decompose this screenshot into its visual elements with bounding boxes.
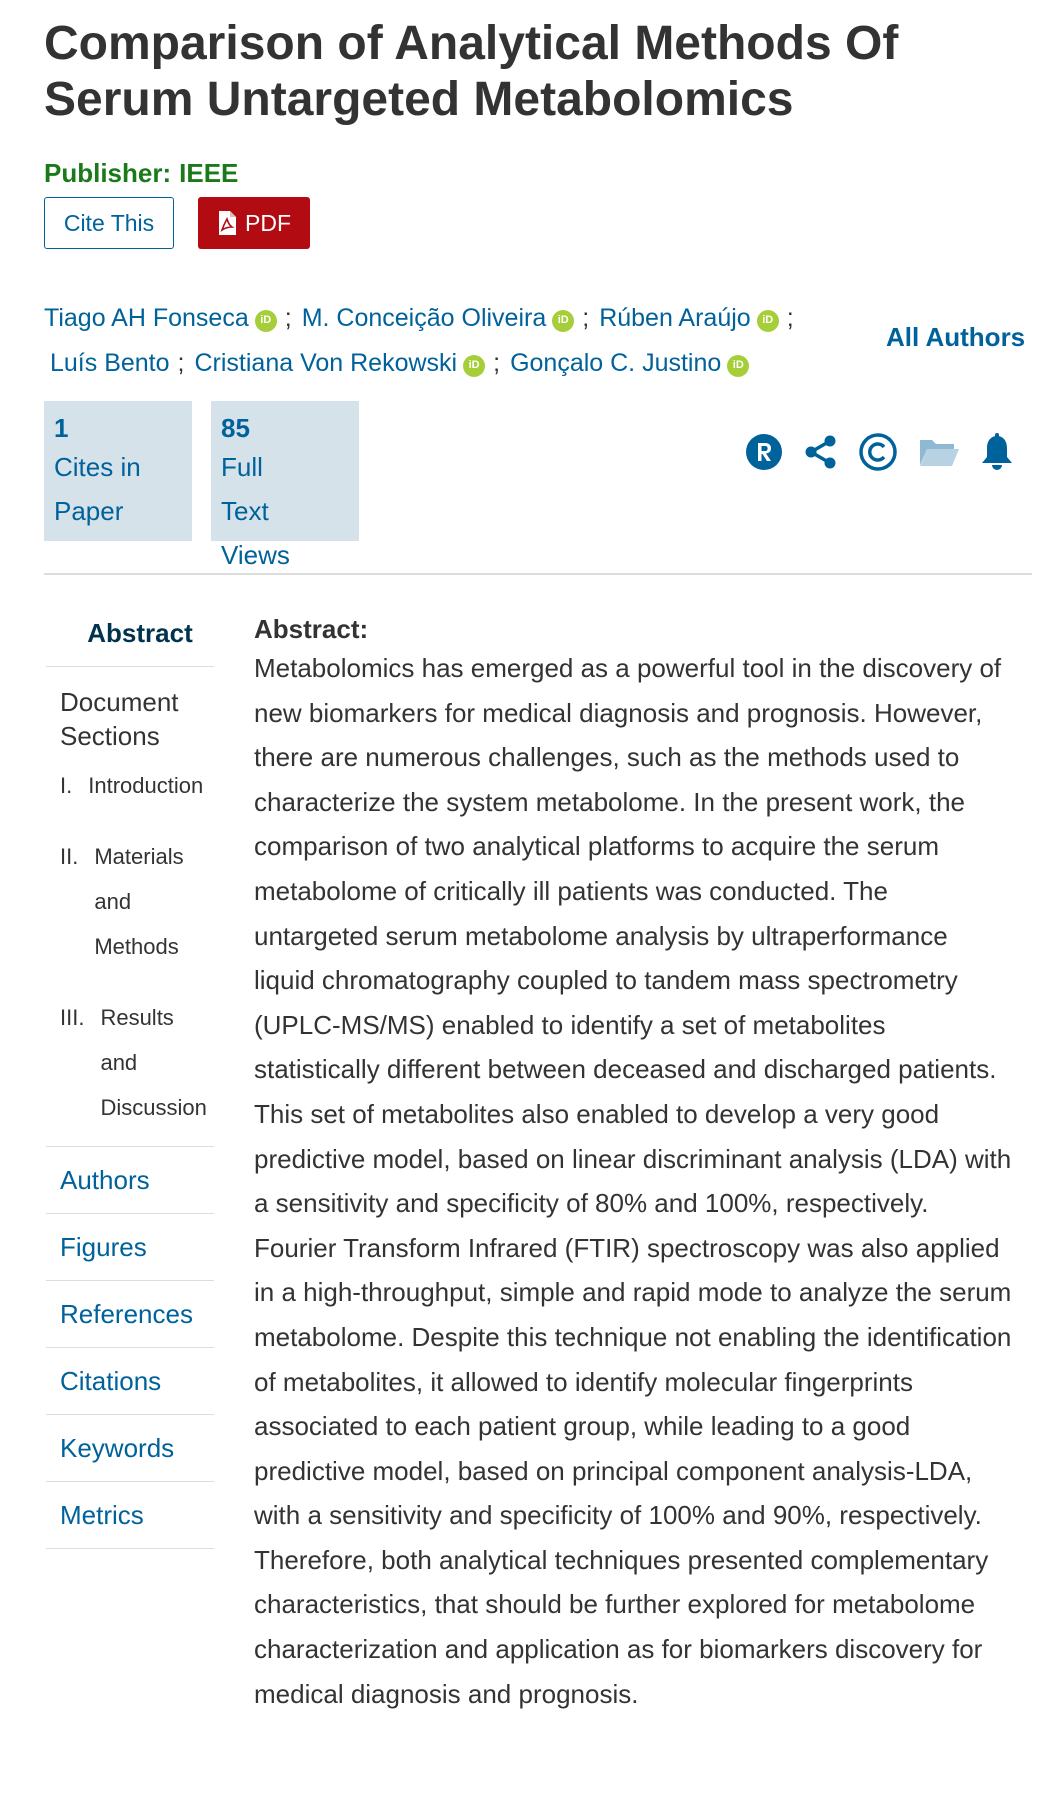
cite-this-button[interactable] (44, 197, 174, 249)
section-numeral: III. (60, 1005, 85, 1030)
cites-in-paper-metric[interactable] (44, 401, 192, 541)
publisher-label: Publisher: (44, 158, 172, 188)
sidebar-section-results-discussion[interactable] (46, 995, 207, 1130)
metric-label-line1: Full (221, 452, 263, 482)
publisher-value: IEEE (179, 158, 239, 188)
author-separator: ; (493, 349, 501, 377)
abstract-section (254, 612, 1014, 1716)
sidebar-item-figures[interactable]: Figures (46, 1213, 214, 1280)
sidebar-item-references[interactable]: References (46, 1280, 214, 1347)
author-link[interactable]: Cristiana Von Rekowski (194, 349, 458, 377)
metric-label-line2: Text Views (221, 496, 290, 570)
author-separator: ; (284, 304, 292, 332)
pdf-file-icon (217, 210, 237, 236)
abstract-body: Metabolomics has emerged as a powerful tool in the discovery of new biomarkers for medical diagnosis and prognosis. However, there are numerous challenges, such as the methods used to characterize the system metabolome. In the present work, the comparison of two analytical platforms to acquire the serum metabolome of critically ill patients was conducted. The untargeted serum metabolome analysis by ultraperformance liquid chromatography coupled to tandem mass spectrometry (UPLC-MS/MS) enabled to identify a set of metabolites statistically different between deceased and discharged patients. This set of metabolites also enabled to develop a very good predictive model, based on linear discriminant analysis (LDA) with a sensitivity and specificity of 80% and 100%, respectively. Fourier Transform Infrared (FTIR) spectroscopy was also applied in a high-throughput, simple and rapid mode to analyze the serum metabolome. Despite this technique not enabling the identification of metabolites, it allowed to identify molecular fingerprints associated to each patient group, while leading to a good predictive model, based on principal component analysis-LDA, with a sensitivity and specificity of 100% and 90%, respectively. Therefore, both analytical techniques presented complementary characteristics, that should be further explored for metabolome characterization and application as for biomarkers discovery for medical diagnosis and prognosis. (254, 653, 1012, 1709)
document-sections-heading: Document Sections (60, 687, 179, 751)
author-separator: ; (582, 304, 590, 332)
author-link[interactable]: Gonçalo C. Justino (510, 349, 722, 377)
metric-value: 1 (54, 413, 69, 443)
metric-label-line1: Cites in (54, 452, 141, 482)
document-sidebar (46, 600, 214, 1549)
author-separator: ; (177, 349, 185, 377)
author-separator: ; (786, 304, 794, 332)
section-divider (44, 573, 1032, 575)
sidebar-item-keywords[interactable]: Keywords (46, 1414, 214, 1481)
cite-this-label: Cite This (63, 209, 155, 236)
author-link[interactable]: Rúben Araújo (599, 304, 751, 332)
sidebar-item-citations[interactable]: Citations (46, 1347, 214, 1414)
all-authors-link[interactable]: All Authors (886, 322, 1026, 352)
sidebar-section-materials-methods[interactable] (46, 834, 184, 969)
full-text-views-metric[interactable] (211, 401, 359, 570)
section-title: Materials and Methods (94, 844, 184, 959)
author-link[interactable]: M. Conceição Oliveira (301, 304, 547, 332)
orcid-icon[interactable]: iD (552, 310, 574, 332)
author-link[interactable]: Luís Bento (50, 349, 170, 377)
orcid-icon[interactable]: iD (463, 355, 485, 377)
section-title: Results and Discussion (100, 1005, 207, 1120)
orcid-icon[interactable]: iD (255, 310, 277, 332)
sidebar-item-metrics[interactable]: Metrics (46, 1481, 214, 1549)
sidebar-section-introduction[interactable] (46, 763, 214, 808)
article-toolbar (744, 432, 1014, 472)
author-list (44, 296, 874, 386)
author-link[interactable]: Tiago AH Fonseca (44, 304, 249, 332)
orcid-icon[interactable]: iD (727, 355, 749, 377)
rights-r-icon[interactable] (744, 432, 784, 472)
page-title: Comparison of Analytical Methods Of Serum Untargeted Metabolomics (44, 17, 899, 126)
folder-icon[interactable] (918, 435, 960, 469)
section-numeral: II. (60, 844, 79, 869)
orcid-icon[interactable]: iD (757, 310, 779, 332)
bell-icon[interactable] (980, 432, 1014, 472)
section-title: Introduction (88, 773, 204, 798)
sidebar-item-authors[interactable]: Authors (46, 1146, 214, 1213)
publisher (44, 158, 238, 189)
sidebar-item-abstract[interactable]: Abstract (46, 600, 214, 667)
section-numeral: I. (60, 773, 73, 798)
abstract-heading: Abstract: (254, 614, 369, 644)
copyright-icon[interactable] (858, 432, 898, 472)
pdf-label: PDF (245, 209, 291, 236)
pdf-button[interactable] (198, 197, 310, 249)
metric-label-line2: Paper (54, 496, 124, 526)
share-icon[interactable] (804, 434, 838, 470)
metric-value: 85 (221, 413, 250, 443)
